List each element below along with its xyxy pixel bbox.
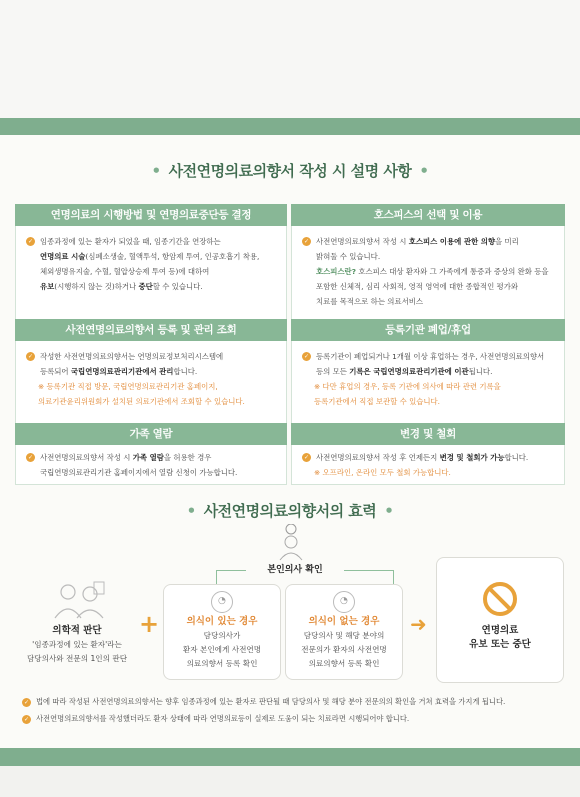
panel-family-view: 가족 열람 ✓ 사전연명의료의향서 작성 시 가족 열람을 허용한 경우 국립연명의료관리기관 홈페이지에서 열람 신청이 가능합니다. [15, 423, 287, 485]
check-icon: ✓ [27, 454, 34, 461]
head-icon: ◔ [333, 591, 355, 613]
footnote-1: ✓ 법에 따라 작성된 사전연명의료의향서는 향후 임종과정에 있는 환자로 판단될 때 담당의사 및 해당 분야 전문의의 확인을 거쳐 효력을 가지게 됩니다. [23, 697, 506, 706]
unconscious-case-box: ◔ 의식이 없는 경우 담당의사 및 해당 분야의 전문의가 환자의 사전연명 의료의향서 등록 확인 [285, 584, 403, 680]
arrow-right-icon: ➜ [410, 612, 427, 636]
check-icon: ✓ [27, 238, 34, 245]
medical-judgment: 의학적 판단 '임종과정에 있는 환자'라는 담당의사와 전문의 1인의 판단 [26, 625, 128, 663]
check-icon: ✓ [27, 353, 34, 360]
panel-heading: 사전연명의료의향서 등록 및 관리 조회 [15, 319, 287, 341]
panel-heading: 가족 열람 [15, 423, 287, 445]
person-speech-icon [276, 524, 308, 566]
plus-icon: + [139, 610, 160, 638]
bottom-color-band [0, 748, 580, 766]
footnote-2: ✓ 사전연명의료의향서를 작성했더라도 환자 상태에 따라 연명의료등이 실제로 도움이 되는 치료라면 시행되어야 합니다. [23, 714, 410, 723]
panel-heading: 등록기관 폐업/휴업 [291, 319, 565, 341]
result-box: 연명의료 유보 또는 중단 [436, 557, 564, 683]
check-icon: ✓ [303, 454, 310, 461]
prohibit-icon [483, 582, 517, 616]
panel-closure: 등록기관 폐업/휴업 ✓ 등록기관이 폐업되거나 1개월 이상 휴업하는 경우, 사전연명의료의향서 등의 모든 기록은 국립연명의료관리기관에 이관됩니다. ※ 다만 휴업의 경우, 등록 기관에 의사에 따라 관련 기록을 등록기관에서 직접 보관할 수 있습니다. [291, 319, 565, 431]
panel-heading: 연명의료의 시행방법 및 연명의료중단등 결정 [15, 204, 287, 226]
section-title-explanation: • 사전연명의료의향서 작성 시 설명 사항 • [151, 162, 429, 180]
blank-margin-bottom [0, 766, 580, 797]
top-color-band [0, 118, 580, 135]
panel-registration: 사전연명의료의향서 등록 및 관리 조회 ✓ 작성한 사전연명의료의향서는 연명의료정보처리시스템에 등록되어 국립연명의료관리기관에서 관리합니다. ※ 등록기관 직접 방문, 국립연명의료관리기관 홈페이지, 의료기관윤리위원회가 설치된 의료기관에서 조회할 수 있습니다. [15, 319, 287, 431]
section-title-effect: • 사전연명의료의향서의 효력 • [186, 502, 394, 520]
doctors-icon [50, 580, 110, 624]
check-icon: ✓ [23, 699, 30, 706]
blank-margin-top [0, 0, 580, 118]
panel-heading: 변경 및 철회 [291, 423, 565, 445]
check-icon: ✓ [303, 238, 310, 245]
check-icon: ✓ [303, 353, 310, 360]
panel-heading: 호스피스의 선택 및 이용 [291, 204, 565, 226]
panel-life-sustaining-method: 연명의료의 시행방법 및 연명의료중단등 결정 ✓ 임종과정에 있는 환자가 되었을 때, 임종기간을 연장하는 연명의료 시술(심폐소생술, 혈액투석, 항암제 투여, 인공호흡기 착용, 체외생명유지술, 수혈, 혈압상승제 투여 등)에 대하여 유보(시행하지 않는 것)하거나 중단할 수 있습니다. [15, 204, 287, 322]
panel-change-withdraw: 변경 및 철회 ✓ 사전연명의료의향서 작성 후 언제든지 변경 및 철회가 가능합니다. ※ 오프라인, 온라인 모두 철회 가능합니다. [291, 423, 565, 485]
conscious-case-box: ◔ 의식이 있는 경우 담당의사가 환자 본인에게 사전연명 의료의향서 등록 확인 [163, 584, 281, 680]
identity-confirm-label: 본인의사 확인 [246, 562, 344, 575]
check-icon: ✓ [23, 716, 30, 723]
panel-hospice: 호스피스의 선택 및 이용 ✓ 사전연명의료의향서 작성 시 호스피스 이용에 관한 의향을 미리 밝혀둘 수 있습니다. 호스피스란? 호스피스 대상 환자와 그 가족에게 통증과 증상의 완화 등을 포함한 신체적, 심리 사회적, 영적 영역에 대한 종합적인 평가와 치료를 목적으로 하는 의료서비스 [291, 204, 565, 322]
speaking-head-icon: ◔ [211, 591, 233, 613]
